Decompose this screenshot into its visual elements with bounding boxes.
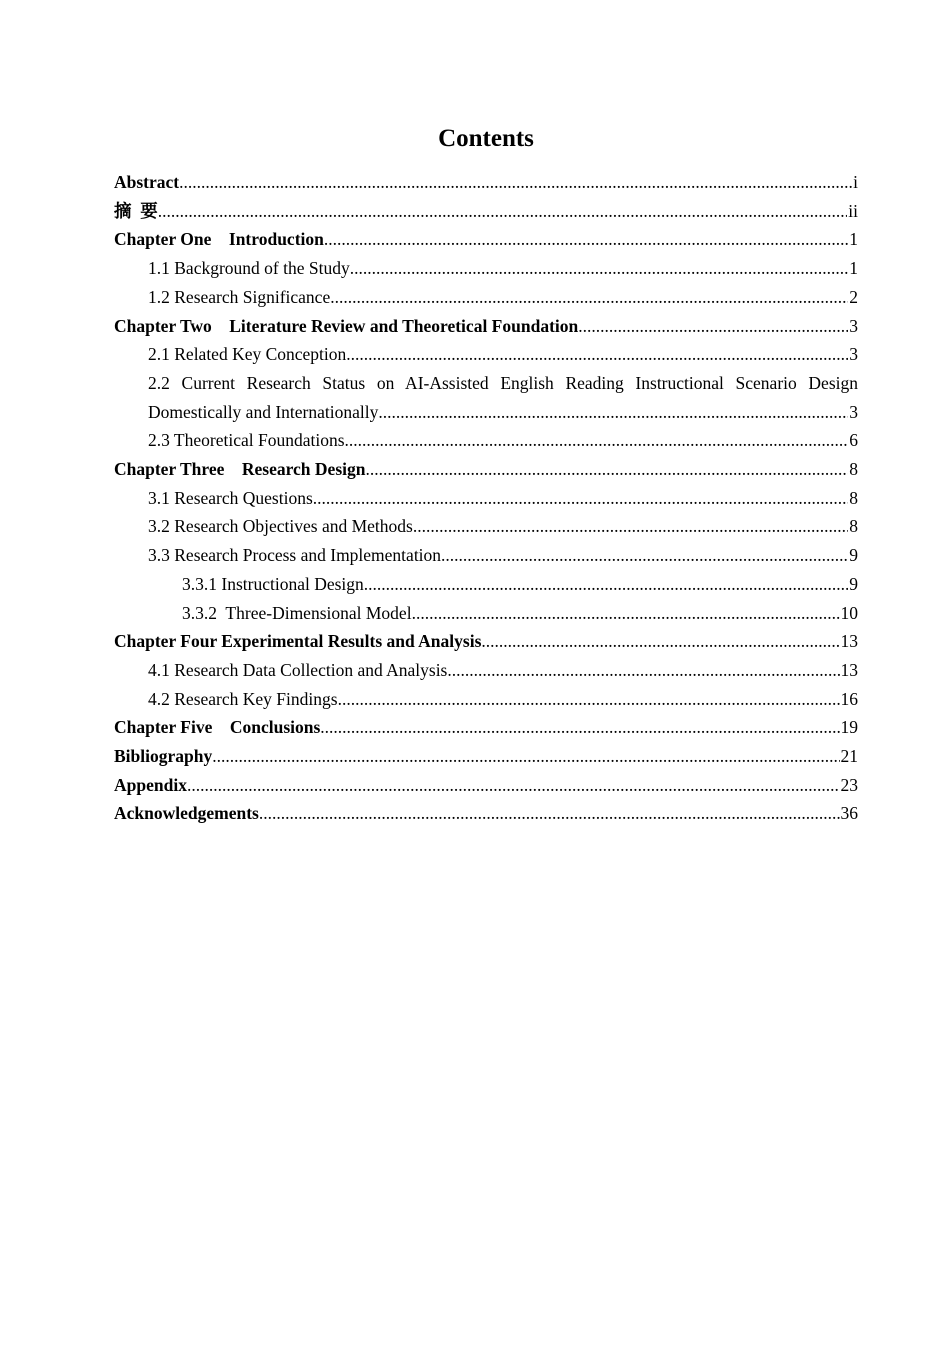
dot-leader <box>441 541 848 570</box>
toc-entry-label: 3.1 Research Questions <box>148 487 313 508</box>
toc-entry-4-2[interactable] <box>114 685 858 714</box>
toc-entry-page: 6 <box>849 430 858 451</box>
toc-entry-label-line2: Domestically and Internationally <box>148 401 379 422</box>
dot-leader <box>324 225 848 254</box>
toc-entry-2-1[interactable] <box>114 340 858 369</box>
toc-entry-page: 8 <box>849 459 858 480</box>
dot-leader <box>212 742 839 771</box>
toc-entry-3-2[interactable] <box>114 512 858 541</box>
toc-entry-3-3-1[interactable] <box>114 570 858 599</box>
toc-entry-label: Acknowledgements <box>114 803 259 824</box>
dot-leader <box>345 426 849 455</box>
dot-leader <box>447 656 839 685</box>
toc-entry-acknowledgements[interactable] <box>114 799 858 828</box>
toc-entry-2-2[interactable] <box>114 369 858 426</box>
toc-entry-label: 4.2 Research Key Findings <box>148 688 338 709</box>
toc-entry-appendix[interactable] <box>114 771 858 800</box>
table-of-contents <box>114 168 858 828</box>
dot-leader <box>158 197 848 226</box>
dot-leader <box>259 799 840 828</box>
toc-entry-label: 3.3.2 Three-Dimensional Model <box>182 602 412 623</box>
toc-entry-label-line1: 2.2 Current Research Status on AI-Assisted English Reading Instructional Scenario Design <box>148 372 858 393</box>
dot-leader <box>187 771 840 800</box>
toc-entry-page: 1 <box>849 229 858 250</box>
toc-entry-3-1[interactable] <box>114 484 858 513</box>
toc-entry-abstract[interactable] <box>114 168 858 197</box>
toc-entry-page: 13 <box>840 659 858 680</box>
toc-entry-page: 21 <box>840 746 858 767</box>
toc-entry-1-1[interactable] <box>114 254 858 283</box>
toc-entry-label: 2.1 Related Key Conception <box>148 344 347 365</box>
dot-leader <box>338 685 840 714</box>
dot-leader <box>320 713 839 742</box>
toc-entry-page: 2 <box>849 286 858 307</box>
toc-entry-4-1[interactable] <box>114 656 858 685</box>
toc-entry-chapter-five[interactable] <box>114 713 858 742</box>
toc-entry-1-2[interactable] <box>114 283 858 312</box>
toc-entry-chapter-four[interactable] <box>114 627 858 656</box>
toc-entry-3-3[interactable] <box>114 541 858 570</box>
toc-entry-page: 3 <box>849 315 858 336</box>
toc-entry-label: 3.3.1 Instructional Design <box>182 573 364 594</box>
toc-entry-label: Appendix <box>114 774 187 795</box>
toc-entry-page: ii <box>848 200 858 221</box>
toc-entry-page: i <box>853 172 858 192</box>
dot-leader <box>364 570 848 599</box>
toc-entry-label: 4.1 Research Data Collection and Analysis <box>148 659 448 680</box>
toc-entry-page: 9 <box>849 545 858 566</box>
toc-entry-page: 8 <box>849 516 858 537</box>
dot-leader <box>378 398 848 427</box>
toc-entry-label: Chapter Five Conclusions <box>114 717 321 738</box>
toc-entry-label: 2.3 Theoretical Foundations <box>148 430 345 451</box>
toc-entry-label: 1.2 Research Significance <box>148 286 331 307</box>
dot-leader <box>578 312 848 341</box>
dot-leader <box>313 484 848 513</box>
dot-leader <box>412 599 840 628</box>
dot-leader <box>179 168 852 197</box>
toc-entry-page: 36 <box>840 803 858 824</box>
toc-entry-label: 3.2 Research Objectives and Methods <box>148 516 413 537</box>
toc-entry-label: Chapter One Introduction <box>114 229 324 250</box>
toc-entry-chapter-three[interactable] <box>114 455 858 484</box>
toc-entry-page: 9 <box>849 573 858 594</box>
toc-entry-page: 23 <box>840 774 858 795</box>
toc-page <box>114 124 858 828</box>
toc-entry-continuation <box>114 398 858 427</box>
toc-entry-bibliography[interactable] <box>114 742 858 771</box>
toc-entry-label: Chapter Three Research Design <box>114 459 366 480</box>
toc-entry-label: Bibliography <box>114 746 213 767</box>
toc-entry-3-3-2[interactable] <box>114 599 858 628</box>
toc-entry-label: Chapter Four Experimental Results and Analysis <box>114 631 482 652</box>
dot-leader <box>350 254 849 283</box>
dot-leader <box>330 283 848 312</box>
toc-entry-label: Abstract <box>114 172 180 192</box>
page-title: Contents <box>438 125 534 152</box>
toc-entry-label: 1.1 Background of the Study <box>148 258 350 279</box>
toc-entry-2-3[interactable] <box>114 426 858 455</box>
toc-entry-page: 13 <box>840 631 858 652</box>
toc-entry-page: 8 <box>849 487 858 508</box>
toc-entry-page: 19 <box>840 717 858 738</box>
toc-entry-page: 1 <box>849 258 858 279</box>
dot-leader <box>413 512 848 541</box>
dot-leader <box>346 340 848 369</box>
toc-entry-page: 10 <box>840 602 858 623</box>
toc-entry-chapter-two[interactable] <box>114 312 858 341</box>
toc-entry-page: 3 <box>849 401 858 422</box>
toc-entry-label: 3.3 Research Process and Implementation <box>148 545 442 566</box>
toc-entry-page: 16 <box>840 688 858 709</box>
toc-entry-label: Chapter Two Literature Review and Theoretical Foundation <box>114 315 579 336</box>
dot-leader <box>365 455 848 484</box>
dot-leader <box>481 627 839 656</box>
toc-entry-page: 3 <box>849 344 858 365</box>
toc-entry-chapter-one[interactable] <box>114 225 858 254</box>
toc-entry-chinese-abstract[interactable] <box>114 197 858 226</box>
toc-entry-label: 摘 要 <box>114 200 158 221</box>
